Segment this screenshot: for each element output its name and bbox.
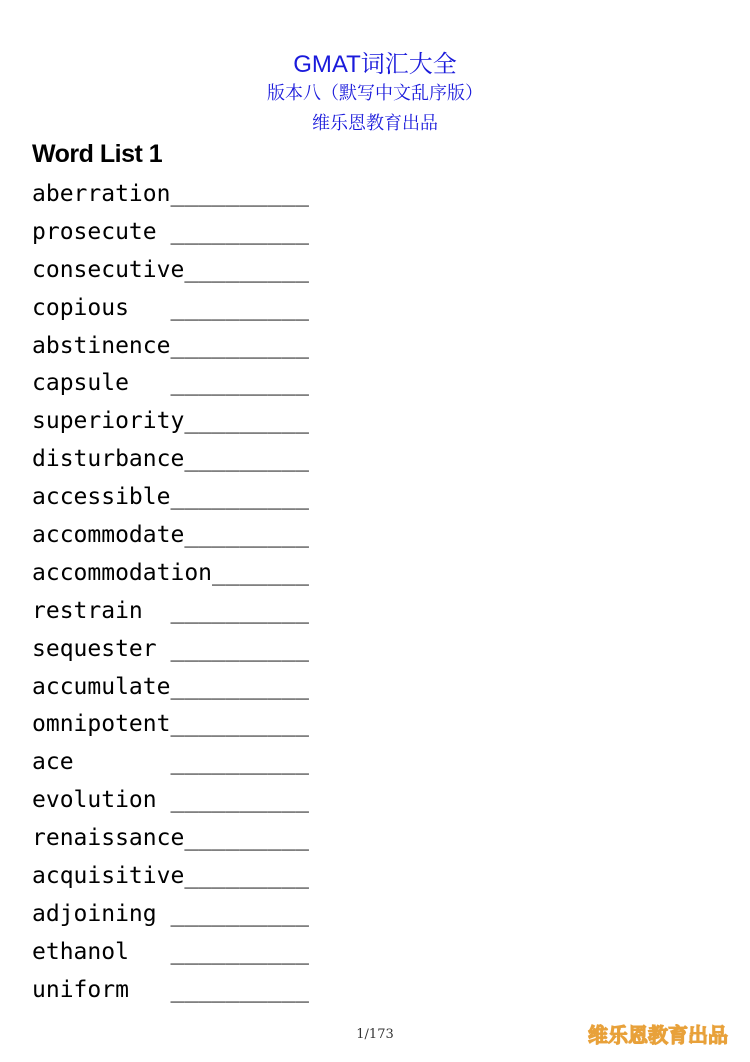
publisher-watermark: 维乐恩教育出品 [588, 1023, 728, 1047]
word-list-title: Word List 1 [32, 140, 163, 168]
document-subtitle: 版本八（默写中文乱序版） [267, 83, 483, 104]
document-title: GMAT词汇大全 [293, 51, 457, 78]
publisher-line: 维乐恩教育出品 [312, 113, 438, 134]
page-number: 1/173 [356, 1027, 394, 1042]
